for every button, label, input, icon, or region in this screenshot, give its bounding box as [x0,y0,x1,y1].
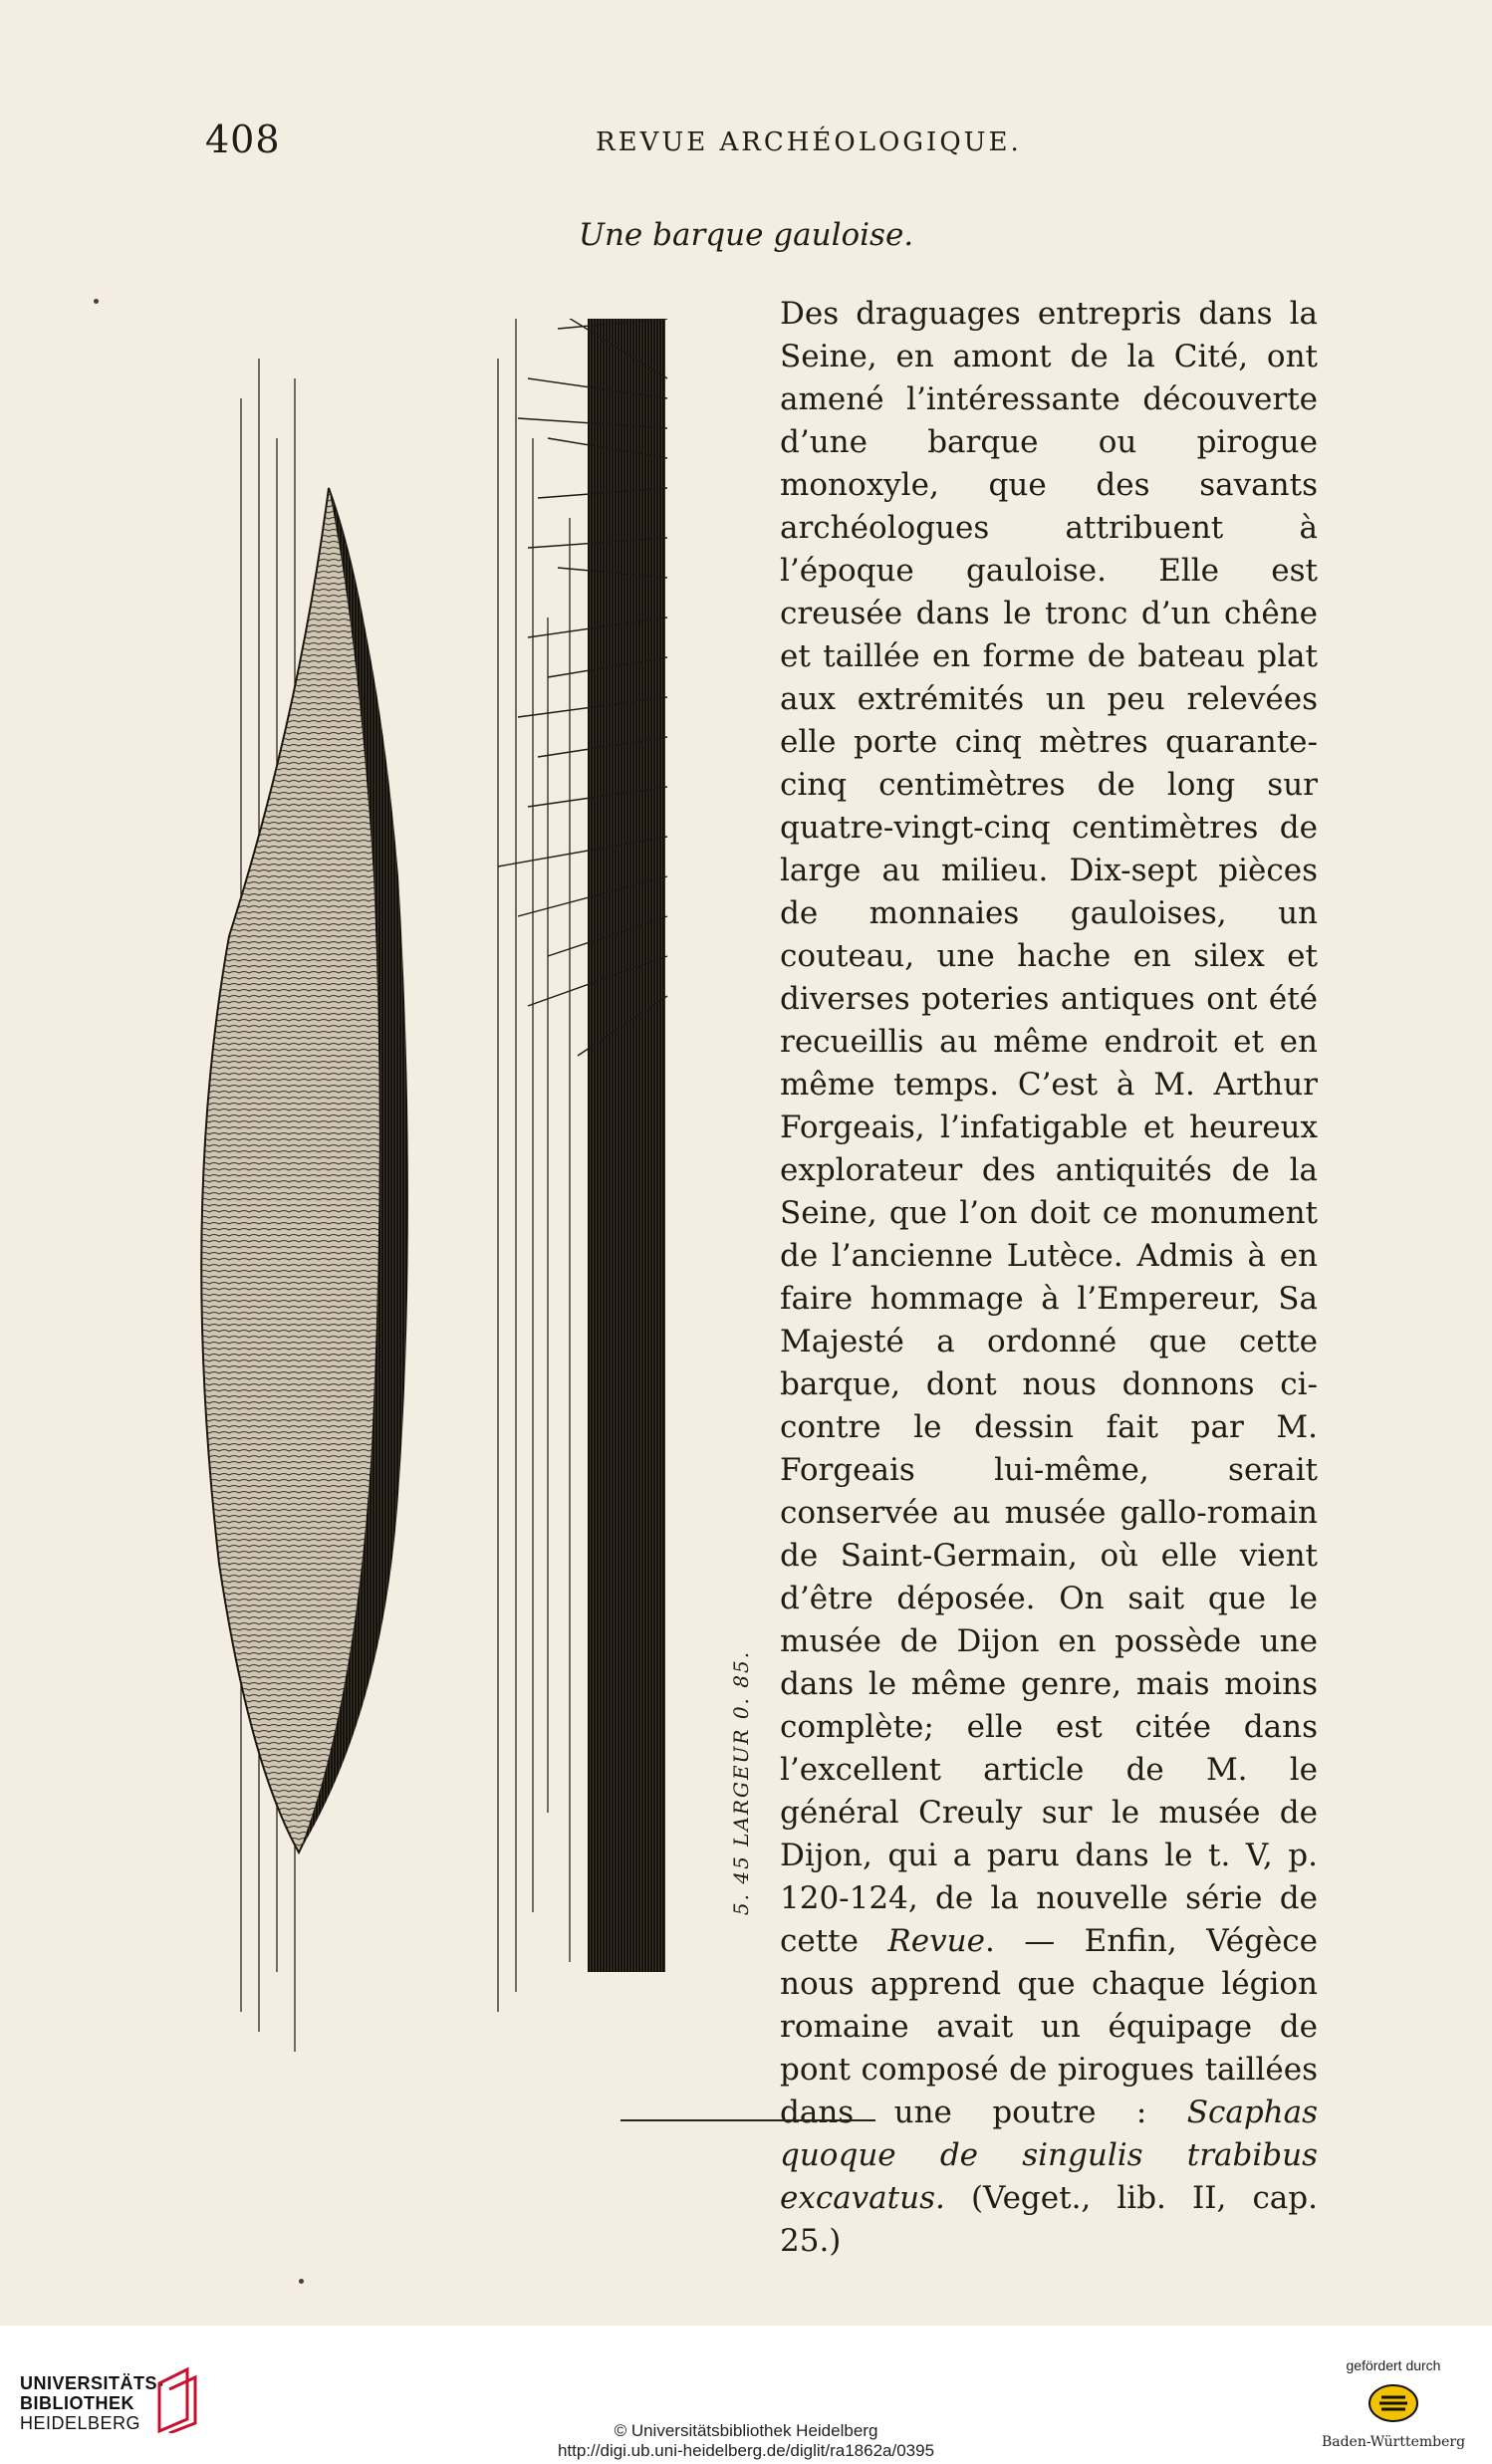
copyright-text: © Universitätsbibliothek Heidelberg [614,2421,878,2440]
running-head: REVUE ARCHÉOLOGIQUE. [596,127,1022,157]
closing-rule [621,2119,875,2121]
paper-speck [299,2279,304,2284]
bank-lines [498,319,570,2012]
body-main: Des draguages entrepris dans la Seine, en amont de la Cité, ont amené l’intéressante découverte d’une barque ou pirogue monoxyle, que des savants archéologues attribuent à l’époque gauloise. Elle est creusée dans le tronc d’un chêne et taillée en forme de bateau plat aux extrémités un peu relevées elle porte cinq mètres quarante-cinq centimètres de long sur quatre-vingt-cinq centimètres de large au milieu. Dix-sept pièces de monnaies gauloises, un couteau, une hache en silex et diverses poteries antiques ont été recueillis au même endroit et en même temps. C’est à M. Arthur Forgeais, l’infatigable et heureux explorateur des antiquités de la Seine, que l’on doit ce monument de l’ancienne Lutèce. Admis à en faire hommage à l’Empereur, Sa Majesté a ordonné que cette barque, dont nous donnons ci-contre le dessin fait par M. Forgeais lui-même, serait conservée au musée gallo-romain de Saint-Germain, où elle vient d’être déposée. On sait que le musée de Dijon en possède une dans le même genre, mais moins complète; elle est citée dans l’excellent article de M. le général Creuly sur le musée de Dijon, qui a paru dans le t. V, p. 120-124, de la nouvelle série de cette [780,296,1318,1959]
source-url[interactable]: http://digi.ub.uni-heidelberg.de/diglit/ra1862a/0395 [557,2441,935,2460]
funder-block [1319,2357,1468,2450]
coat-of-arms-icon [1366,2381,1421,2425]
page-header [0,118,1492,177]
water-column [588,319,665,1972]
barque-engraving [199,319,787,2052]
digitization-footer [0,2326,1492,2464]
article-title: Une barque gauloise. [578,217,914,253]
library-logo[interactable]: UNIVERSITÄTS- BIBLIOTHEK HEIDELBERG [20,2373,164,2433]
funder-name: Baden-Württemberg [1321,2434,1466,2450]
body-mid: . — Enfin, Végèce nous apprend que chaque légion romaine avait un équipage de pont composé de pirogues taillées dans une poutre : [780,1923,1318,2130]
article-body [780,293,1318,2263]
revue-word: Revue [887,1923,985,1959]
page-number: 408 [205,118,281,161]
latin-quote: Scaphas quoque de singulis trabibus excavatus. [780,2094,1319,2216]
copyright-block [0,2421,1492,2461]
citation: (Veget., lib. II, cap. 25.) [780,2180,1318,2259]
paper-speck [94,299,99,304]
engraver-signature: 5. 45 LARGEUR 0. 85. [729,1649,753,1916]
funded-by-label: gefördert durch [1346,2357,1441,2373]
